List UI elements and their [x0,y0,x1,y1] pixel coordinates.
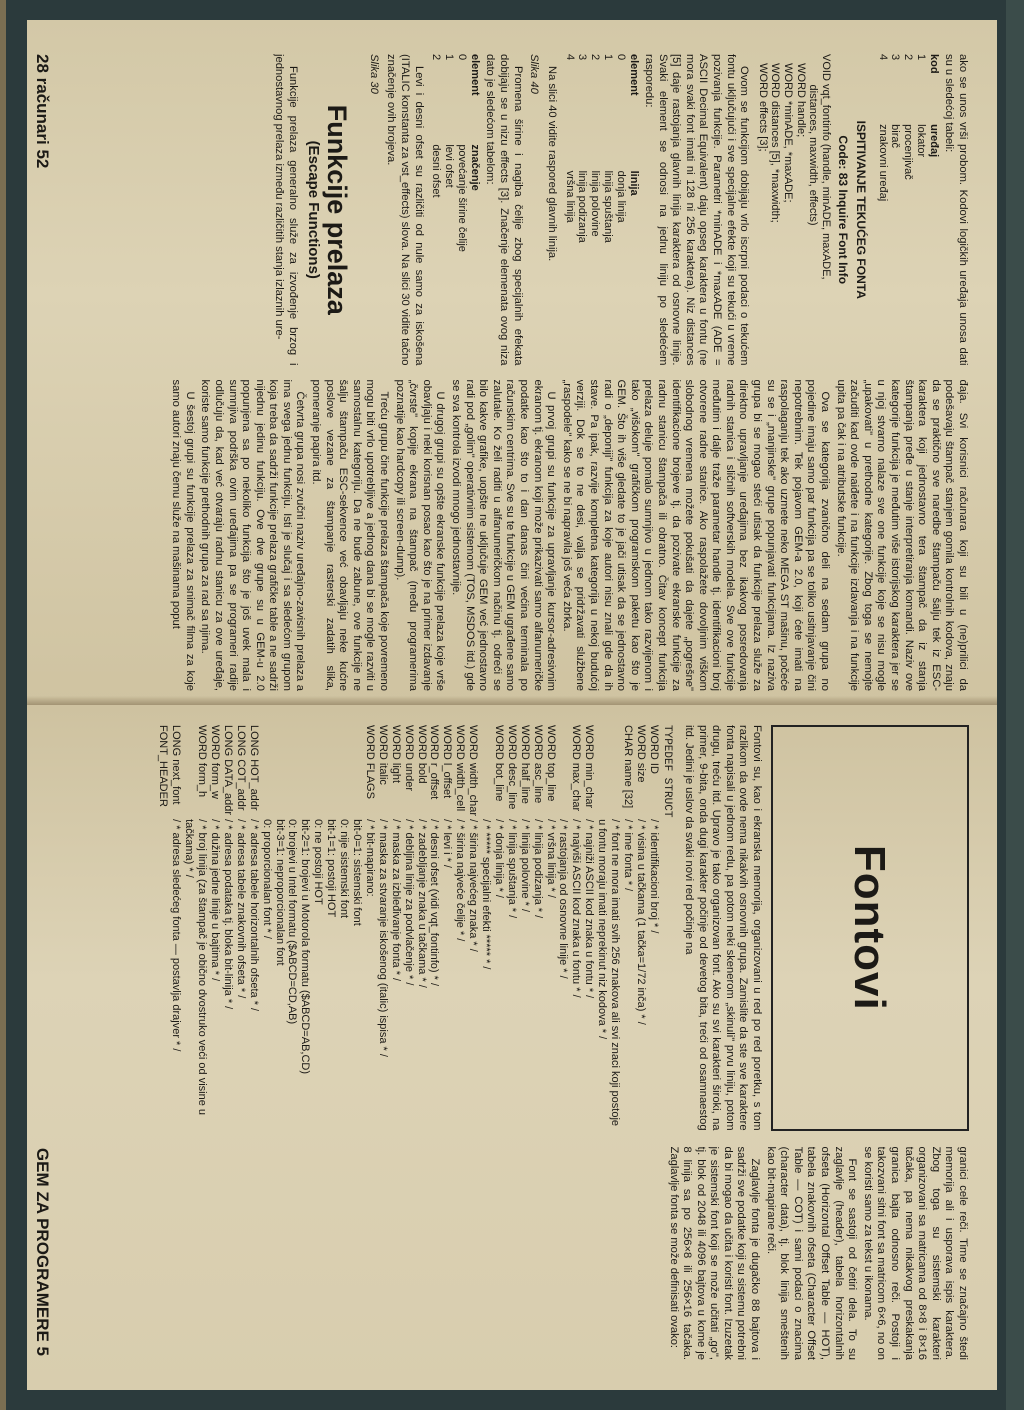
struct-field [260,725,273,819]
table-row: 1 linija spuštanja [601,54,614,243]
struct-comment: bit-3=1: neproporcionalan font [273,819,286,966]
struct-row [376,725,389,1131]
struct-comment: / * debljina linije za podvlačenje * / [402,819,415,986]
struct-comment [157,819,170,1130]
body-paragraph: U šestoj grupi su funkcije prelaza za snimač filma za koje samo autori znaju čemu služe na mašinama poput [170,379,196,691]
struct-row [234,725,247,1131]
struct-field: WORD light [389,725,402,784]
struct-field: WORD min_char [583,725,596,809]
struct-row [557,725,570,1131]
struct-row [428,725,441,1131]
struct-field: LONG next_font [170,725,183,805]
struct-comment: bit-1=1: postoji HOT [325,819,338,918]
struct-comment: / * rastojanja od osnovne linije * / [557,819,570,979]
struct-row [337,725,350,1131]
struct-row [247,725,260,1131]
struct-field: WORD bot_line [492,725,505,802]
effects-table [430,54,481,366]
struct-field: LONG HOT_addr [247,725,260,811]
struct-row [479,725,492,1131]
struct-comment: / * identifikacioni broj * / [647,819,660,934]
body-paragraph: Promena širine i nagiba čelije zbog specijalnih efekata dobijaju se u nizu effects [3]. Značenje elemenata ovog niza dato je sledećom tabelom: [484,54,524,366]
right-column-1 [79,725,969,1131]
table-row: 0 donja linija [614,54,627,223]
struct-row [415,725,428,1131]
struct-row [570,725,583,1131]
struct-field: LONG COT_addr [234,725,247,811]
body-paragraph: U prvoj grupi su funkcije za upravljanje kursor-adresivnim ekranom tj. ekranom koji može prikazivati samo alfanumeričke podatke kao što to i dan danas čini većina terminala po računskim centrima. Sve su te funkcije u GEM ugrađene samo zalutale. Ko želi raditi u alfanumeričkom načinu tj. odreći se bilo kakve grafike, uopšte ne uključuje GEM već jednostavno radi pod „golim" operativnim sistemom (TOS, MSDOS itd.) gde se sva kontrola izvodi mnogo jednostavnije. [450,379,558,691]
struct-row [492,725,505,1131]
struct-row [595,725,621,1131]
struct-field [557,725,570,819]
left-column-1 [79,54,969,366]
struct-row [389,725,402,1131]
lines-table [563,54,640,366]
struct-row [298,725,311,1131]
struct-header: TYPEDEF STRUCT [661,725,674,818]
struct-comment: / * linija spuštanja * / [505,819,518,919]
struct-field: WORD half_line [518,725,531,804]
struct-field: WORD max_char [570,725,583,812]
struct-row [402,725,415,1131]
body-paragraph: Font se sastoji od četiri dela. To su zaglavlje (header), tabela horizontalnih ofseta (Horizontal Offset Table — HOT), tabela znakovnih ofseta (Character Offset Table — COT) i sami podaci o znacima (character data), tj. blok linija smeštenih kao bit-mapirane reči. [764,1146,859,1360]
body-paragraph: Ova se kategorija zvanično deli na sedam grupa no pojedine imaju samo par funkcija pa se toliko usitnjavanje čini nepotrebnim. Tek pojavom GEM-a 2.0, koji ćete imati na raspolaganju tek ako uzmete neko MEGA ST mašinu, počeće su se i „manjinske" grupe popunjavati funkcijama. Iz naziva grupa bi se mogao steći utisak da funkcije prelaza služe za direktno upravljanje uređajima bez ikakvog posredovanja radnih stanica i sličnih softverskih modela. Sve ove funkcije međutim i dalje traže parametar handle tj. identifikacioni broj otvorene radne stanice. Ako raspolažete dovoljnim viškom slobodnog vremena možete pokušati da dajete „pogrešne" identifikacione brojeve tj. da pozivate ekranske funkcije za radnu stanicu štampača ili obratno. Čitav koncept funkcija prelaza deluje pomalo sumnjivo u jednom tako razvijenom i tako „višokom" grafičkom programskom paketu kao što je GEM. Što ih više gledate to je jači utisak da se jednostavno radi o „deponiji" funkcija za koje autori nisu znali gde da ih stave. Pa ipak, razvije kompletna kategorija u nekoj budućoj verziji. Dok se to ne desi, valja se pridržavati službene „raspodele" kako se ne bi napravila još veća zbrka. [560,379,832,691]
magazine-spread [27,20,997,1390]
struct-field: WORD form_h [196,725,209,798]
struct-row [260,725,273,1131]
device-code-table [876,54,940,366]
figure-caption: Slika 40 [528,54,541,94]
struct-row [531,725,544,1131]
struct-comment: bit-0=1: sistemski font [351,819,363,926]
struct-field [595,725,621,819]
struct-field: WORD FLAGS [363,725,376,799]
struct-field [479,725,492,819]
struct-row [311,725,324,1131]
struct-field [273,725,286,819]
struct-field [298,725,311,819]
struct-comment: / * font ne mora imati svih 256 znakova ali svi znaci koji postoje u fontu moraju imati neprekinut niz kodova * / [596,819,622,1127]
struct-comment: / * adresa podataka tj. bloka bit-linija * / [221,819,234,1010]
body-paragraph: Levi i desni ofset su različiti od nule samo za iskošena (ITALIC konstanta za vst_effects) slova. Na slici 30 vidite tačno značenje ovih brojeva. [385,54,425,366]
struct-comment: / * maska za stvaranje iskošenog (italic) ispisa * / [376,819,389,1057]
struct-field: WORD size [634,725,647,783]
struct-comment: / * širina najvećeg znaka * / [467,819,480,952]
struct-comment: 0: brojevi u Intel formatu ($ABCD=CD,AB) [286,819,299,1025]
struct-field [324,725,337,819]
struct-comment: / * visina u tačkama (1 tačka=1/72 inča) * / [634,819,647,1025]
table-row: 4 vršna linija [563,54,576,223]
page-footer-left: 28 računari 52 [32,54,52,169]
struct-row [363,725,376,1131]
struct-comment: / * maska za izbleđivanje fonta * / [389,819,402,982]
struct-comment: / * dužina jedne linije u bajtima * / [209,819,222,982]
struct-comment: / * levi i * / [441,819,454,868]
struct-field: WORD italic [376,725,389,785]
struct-row [157,725,170,1131]
struct-field: LONG DATA_addr [221,725,234,816]
table-header: element [468,54,481,96]
table-row: 4 znakovni uređaj [876,54,889,202]
function-signature: VOID vqt_fontinfo (handle, minADE, maxADE, distances, maxwidth, effects) WORD handle; WORD *minADE, *maxADE; WORD distances [5], *maxwidth; WORD effects [3]; [756,54,832,280]
table-row: 2 procenjivač [902,54,915,180]
struct-field: WORD form_w [209,725,222,799]
struct-field [286,725,299,819]
struct-field: WORD width_cell [454,725,467,812]
table-row: 2 desni ofset [430,54,443,198]
struct-row [350,725,363,1131]
struct-field [337,725,350,819]
struct-row [466,725,479,1131]
struct-field: WORD top_line [544,725,557,802]
struct-row [505,725,518,1131]
table-header: element [627,54,640,96]
table-row: 1 levi ofset [443,54,456,188]
struct-comment: / * adresa sledećeg fonta — postavlja drajver * / [170,819,183,1052]
body-paragraph: granici cele reči. Time se značajno štedi memorija ali i usporava ispis karaktera. Zbog toga su sistemski karakteri organizovani sa matricama od 8×8 i 8×16 tačaka, pa nema nikakvog preskakanja granica bajta odnosno reči. Postoji i takozvani sitni font sa matricom 6×6, no on se koristi samo za tekst u ikonama. [861,1146,969,1360]
figure-caption: Slika 30 [367,54,380,94]
struct-field [350,725,363,819]
struct-row [324,725,337,1131]
struct-row [208,725,221,1131]
struct-field: WORD under [402,725,415,792]
struct-comment: / * linija polovine * / [518,819,531,913]
struct-field [311,725,324,819]
struct-row [286,725,299,1131]
body-paragraph: Ovom se funkcijom dobijaju vrlo iscrpni podaci o tekućem fontu uključujući i sve specijalne efekte koji su tekući u vreme pozivanja funkcije. Parametri *minADE i *maxADE (ADE = ASCII Decimal Equivalent) daju opseg karaktera u fontu (ne mora svaki font imati ni 128 ni 256 karaktera). Niz distances [5] daje rastojanja glavnih linija karaktera od osnovne linije. Svaki element se odnosi na jednu liniju po sledećem rasporedu: [643,54,751,366]
struct-field: WORD ID [647,725,660,774]
title-box [771,725,969,1131]
table-row: 3 linija podizanja [576,54,589,243]
struct-comment: / * bit-mapirano: [363,819,376,897]
article-subheading: (Escape Functions) [305,140,323,279]
struct-row [453,725,466,1131]
struct-row [582,725,595,1131]
struct-comment: / * najviši ASCII kod znaka u fontu * / [570,819,583,998]
right-column-2 [79,1147,969,1360]
struct-row [544,725,557,1131]
table-header: linija [627,170,640,196]
struct-field: WORD width_char [467,725,480,817]
article-heading: Funkcije prelaza [322,104,353,315]
page-footer-right: GEM ZA PROGRAMERE 5 [32,1147,52,1356]
struct-field: WORD bold [415,725,428,784]
table-header: kod [927,54,940,74]
intro-paragraph: ako se unos vrši probom. Kodovi logičkih uređaja unosa dati su u sledećoj tabeli: [943,54,969,366]
body-paragraph: Funkcije prelaza generalno služe za izvođenje brzog i jednostavnog prelaza između različitih stanja izlaznih ure- [273,54,299,366]
struct-comment: 0: ne postoji HOT [312,819,325,905]
struct-row [621,725,634,1131]
struct-comment: / * adresa tabele znakovnih ofseta * / [234,819,247,999]
struct-field: WORD r_offset [428,725,441,800]
section-title: ISPITIVANJE TEKUĆEG FONTA [853,120,868,299]
body-paragraph: Četvrta grupa nosi zvučni naziv uređajno-zavisnih prelaza a ima svega jednu funkciju. Isti je slučaj i sa sledećom grupom koja treba da sadrži funkcije prelaza grafičke table a ne sadrži nijednu jedinu funkciju. Ove dve grupe su u GEM-u 2.0 popunjena sa po nekoliko funkcija što je još uvek mala i sumnjiva podrška ovim uređajima pa se programeri radije odlučuju da, kad već otvaraju radnu stanicu za ove uređaje, koriste samo funkcije prethodnih grupa za rad sa njima. [199,379,307,691]
struct-comment: 0: proporcionalan font * / [260,819,273,939]
struct-comment: / * najniži ASCII kod znaka u fontu * / [583,819,596,999]
struct-comment: / * ***** specijalni efekti ***** * / [480,819,493,970]
struct-comment: / * vršna linija * / [544,819,557,898]
struct-row [221,725,234,1131]
struct-comment: bit-2=1: brojevi u Motorola formatu ($ABCD=AB,CD) [299,819,312,1075]
table-row: 3 birač [889,54,902,148]
struct-comment: / * broj linija (za štampač je obično dvostruko veći od visine u tačkama) * / [183,819,209,1115]
body-paragraph: Treću grupu čine funkcije prelaza štampača koje povremeno mogu biti vrlo upotrebljive a jednog dana bi se mogle razviti u samostalnu kategoriju. Da ne bude zabune, ove funkcije ne šalju štampaču ESC-sekvence već obavljaju neke kućne poslove vezane za štampanje rasterski zadatih slika, pomeranje papira itd. [310,379,391,691]
struct-row [634,725,647,1131]
struct-comment: 0: nije sistemski font [338,819,351,919]
struct-comment: / * linija podizanja * / [531,819,544,919]
table-row: 0 povećanje širine čelije [455,54,468,252]
struct-comment: / * zadebljanje znaka u tačkama * / [415,819,428,988]
struct-field: CHAR name [32] [622,725,635,809]
scan-edge-left [0,0,6,1410]
intro-paragraph: Fontovi su, kao i ekranska memorija, organizovani u red po red poretku, s tom razlikom da ovde nema nikakvih osnovnih grupa. Zamislite da ste sve karaktere fonta napisali u jednom redu, pa potom neki skenerom „skinuli" prvu liniju, potom drugu, treću itd. Upravo je tako organizovan font. Ako su svi karakteri široki, na primer, 9-bita, onda dugi karakter počinje od devetog bita, treći od osamnaestog itd. Jedini je uslov da svaki novi red počinje na [683,725,763,1131]
table-header: uređaj [927,124,940,158]
struct-row [440,725,453,1131]
left-page [27,20,997,705]
body-paragraph: Na slici 40 vidite raspored glavnih linija. [545,66,558,262]
struct-comment: / * desni ofset (vidi vqt_fontinfo) * / [428,819,441,986]
struct-field: WORD asc_line [531,725,544,804]
table-row: 2 linija polovine [589,54,602,237]
struct-row [647,725,660,1131]
table-row: 1 lokator [915,54,928,158]
scan-edge-right [1006,0,1024,1410]
box-title: Fontovi [844,844,894,1011]
struct-row [518,725,531,1131]
body-paragraph: đaja. Svi korisnici računara koji su bili u (ne)prilici da podešavaju štampač stanjem gomila kontrolnih kodova, znaju da se praktično sve naredbe štampaču šalju tek iz ESC-karaktera koji jednostavno tera štampač da iz stanja štampanja pređe u stanje interpretiranja komandi. Naziv ove kategorije funkcija je međutim više istorijskog karaktera jer se u njoj stvarno nalaze sve one funkcije koje se nisu mogle „upakovati" u prethodne kategorije. Zbog toga se nemojte začuditi kad ovde naiđete i na funkcije izdavanja i na funkcije upita pa čak i na atributske funkcije. [834,379,969,691]
struct-row [182,725,208,1131]
table-header: značenje [468,144,481,191]
right-page [27,705,997,1390]
struct-table [157,725,660,1131]
struct-comment: / * ime fonta * / [622,819,635,892]
body-paragraph: U drugoj grupi su opšte ekranske funkcije prelaza koje vrše obavljaju i neki korisnan posao kao što je na primer izdavanje „čvrste" kopije ekrana na štampač (među programerima poznatije kao hardcopy ili screen-dump). [393,379,447,691]
body-paragraph: Zaglavlje fonta je dugačko 88 bajtova i sadrži sve podatke koji su sistemu potrebni da bi mogao da učita i koristi font. Izuzetak je sistemski font koji se može učitati „go", tj. blok od 2048 ili 4096 bajtova u kome je 8 linija sa po 256×8 ili 256×16 tačaka. Zaglavlje fonta se može definisati ovako: [667,1146,762,1360]
struct-field: WORD desc_line [505,725,518,810]
struct-field: FONT_HEADER [157,725,170,807]
left-column-2 [79,380,969,692]
struct-comment: / * donja linija * / [492,819,505,898]
struct-comment: / * adresa tabele horizontalnih ofseta * / [247,819,260,1012]
struct-row [273,725,286,1131]
struct-field: WORD l_offset [441,725,454,799]
struct-comment: / * širina najveće čelije * / [454,819,467,942]
struct-row [169,725,182,1131]
section-code: Code: 83 Inquire Font Info [835,135,850,285]
